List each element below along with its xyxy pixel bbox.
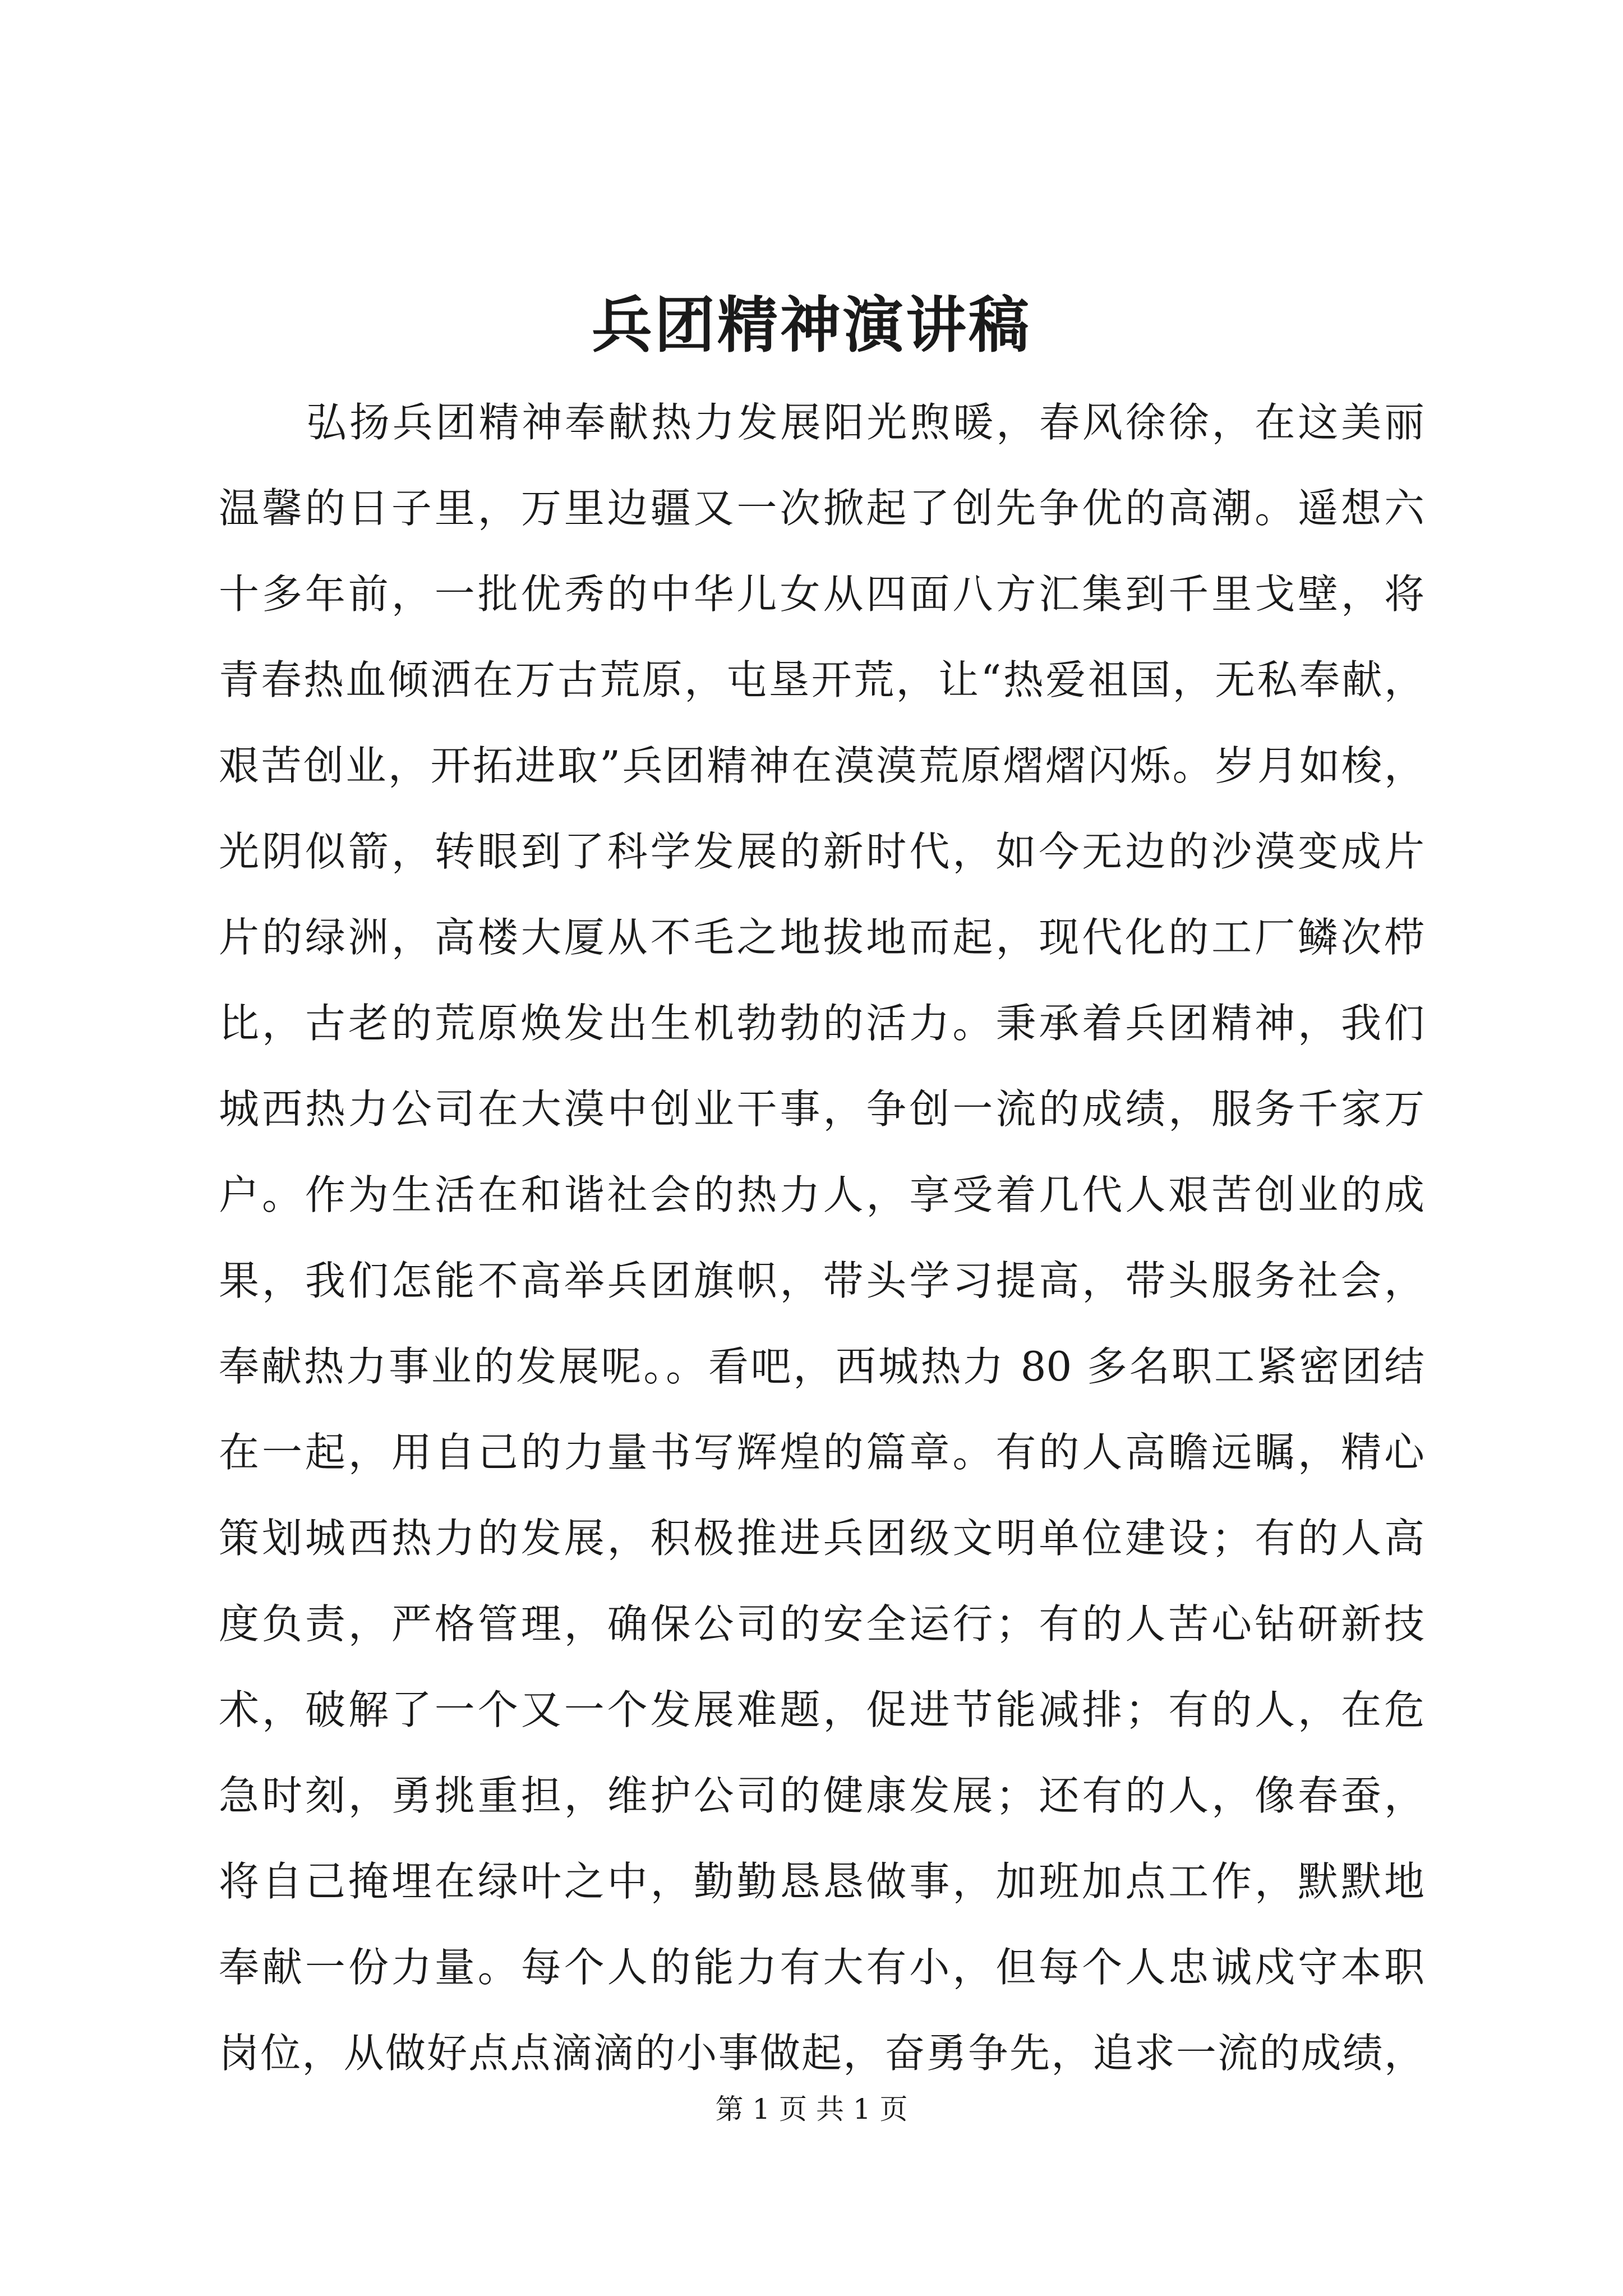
body-line: 光阴似箭，转眼到了科学发展的新时代，如今无边的沙漠变成片 [219, 828, 1424, 875]
body-line: 青春热血倾洒在万古荒原，屯垦开荒，让“热爱祖国，无私奉献， [219, 656, 1424, 703]
body-line: 十多年前，一批优秀的中华儿女从四面八方汇集到千里戈壁，将 [219, 570, 1424, 618]
body-line: 将自己掩埋在绿叶之中，勤勤恳恳做事，加班加点工作，默默地 [219, 1858, 1424, 1905]
body-line: 度负责，严格管理，确保公司的安全运行；有的人苦心钻研新技 [219, 1600, 1424, 1648]
body-line: 温馨的日子里，万里边疆又一次掀起了创先争优的高潮。遥想六 [219, 485, 1424, 532]
body-line: 比，古老的荒原焕发出生机勃勃的活力。秉承着兵团精神，我们 [219, 1000, 1424, 1047]
body-line: 策划城西热力的发展，积极推进兵团级文明单位建设；有的人高 [219, 1515, 1424, 1562]
body-line: 弘扬兵团精神奉献热力发展阳光煦暖，春风徐徐，在这美丽 [306, 399, 1424, 446]
body-line: 果，我们怎能不高举兵团旗帜，带头学习提高，带头服务社会， [219, 1257, 1424, 1304]
body-line: 城西热力公司在大漠中创业干事，争创一流的成绩，服务千家万 [219, 1085, 1424, 1133]
body-line: 片的绿洲，高楼大厦从不毛之地拔地而起，现代化的工厂鳞次栉 [219, 914, 1424, 961]
body-line: 艰苦创业，开拓进取”兵团精神在漠漠荒原熠熠闪烁。岁月如梭， [219, 742, 1424, 789]
body-line: 户。作为生活在和谐社会的热力人，享受着几代人艰苦创业的成 [219, 1171, 1424, 1218]
body-line: 岗位，从做好点点滴滴的小事做起，奋勇争先，追求一流的成绩， [219, 2030, 1424, 2077]
body-line: 在一起，用自己的力量书写辉煌的篇章。有的人高瞻远瞩，精心 [219, 1429, 1424, 1476]
body-line: 奉献一份力量。每个人的能力有大有小，但每个人忠诚戍守本职 [219, 1944, 1424, 1991]
document-title: 兵团精神演讲稿 [591, 290, 1031, 361]
page-footer: 第 1 页 共 1 页 [715, 2093, 908, 2125]
body-line: 急时刻，勇挑重担，维护公司的健康发展；还有的人，像春蚕， [219, 1772, 1424, 1819]
document-body [219, 380, 1424, 2096]
body-line: 奉献热力事业的发展呢。。看吧，西城热力 80 多名职工紧密团结 [219, 1343, 1424, 1390]
body-line: 术，破解了一个又一个发展难题，促进节能减排；有的人，在危 [219, 1686, 1424, 1733]
